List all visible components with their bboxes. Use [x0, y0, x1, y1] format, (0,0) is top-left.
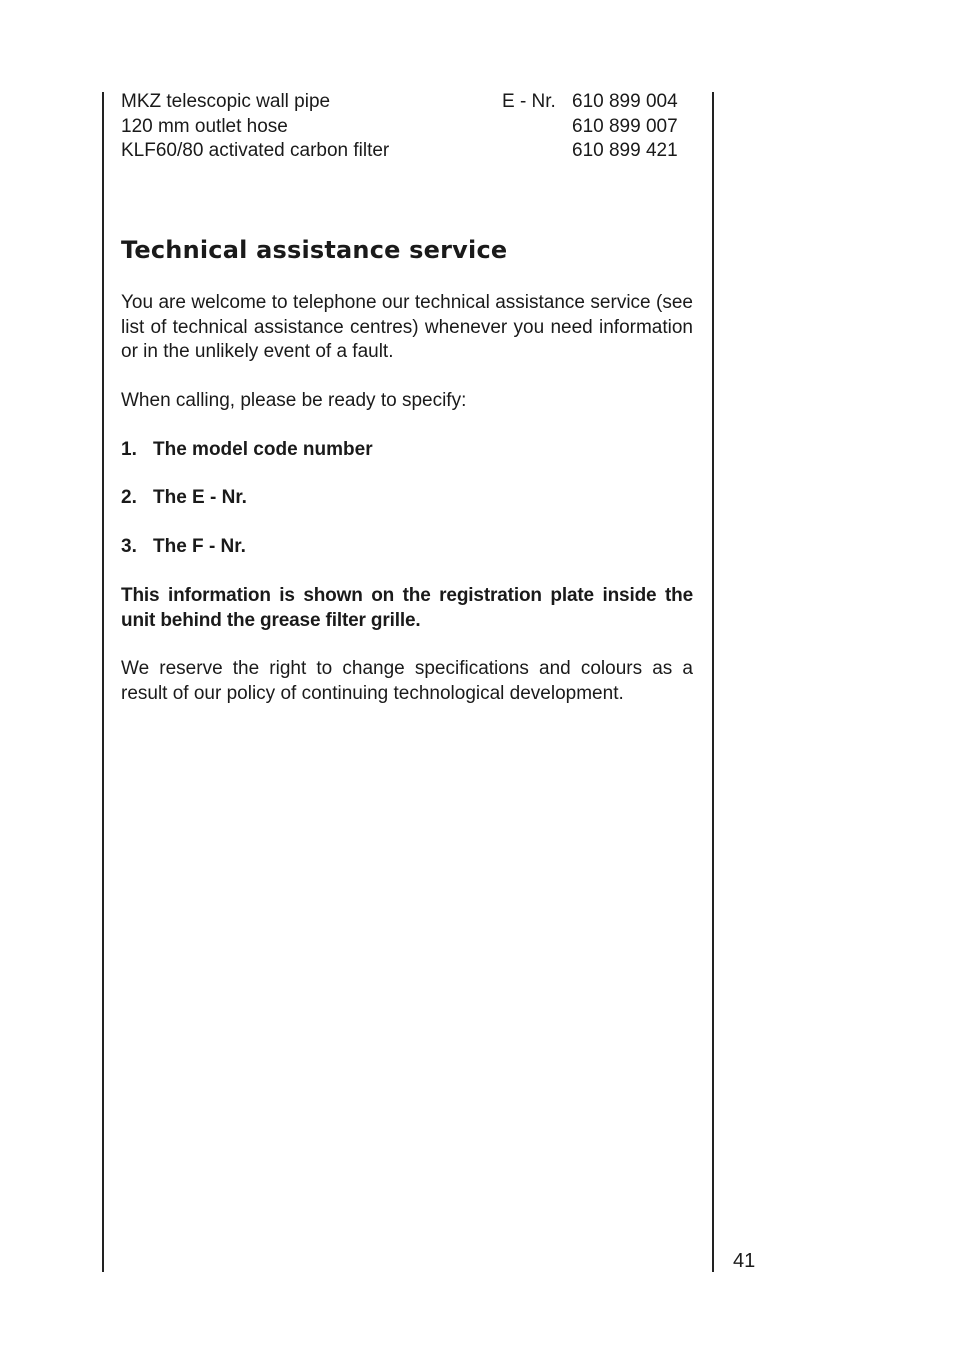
part-description: MKZ telescopic wall pipe [121, 91, 331, 112]
list-item-number: 3. [121, 536, 137, 557]
list-item-text: The E - Nr. [153, 487, 247, 508]
page-number: 41 [733, 1250, 756, 1272]
list-item-number: 1. [121, 439, 137, 460]
list-item-number: 2. [121, 487, 137, 508]
part-number-prefix: E - Nr. [502, 91, 556, 112]
list-item [121, 438, 373, 463]
part-description: 120 mm outlet hose [121, 115, 288, 137]
parts-list [121, 90, 691, 164]
registration-plate-note: This information is shown on the registration plate inside the unit behind the grease filter grille. [121, 585, 693, 631]
list-item [121, 486, 247, 511]
parts-row [121, 139, 691, 164]
list-item [121, 535, 246, 560]
parts-row [121, 90, 691, 115]
part-number: 610 899 421 [572, 140, 678, 161]
left-margin-rule [102, 92, 104, 1272]
section-heading: Technical assistance service [121, 236, 508, 264]
right-margin-rule [712, 92, 714, 1272]
part-number: 610 899 007 [572, 115, 678, 137]
reserve-rights-paragraph: We reserve the right to change specifications and colours as a result of our policy of continuing technological development. [121, 658, 693, 704]
part-number: 610 899 004 [572, 91, 678, 112]
list-item-text: The F - Nr. [153, 536, 246, 557]
part-description: KLF60/80 activated carbon filter [121, 140, 390, 161]
parts-row [121, 115, 691, 140]
intro-paragraph: You are welcome to telephone our technical assistance service (see list of technical assistance centres) whenever you need information or in the unlikely event of a fault. [121, 292, 693, 362]
list-item-text: The model code number [153, 439, 373, 460]
calling-paragraph: When calling, please be ready to specify: [121, 390, 467, 411]
